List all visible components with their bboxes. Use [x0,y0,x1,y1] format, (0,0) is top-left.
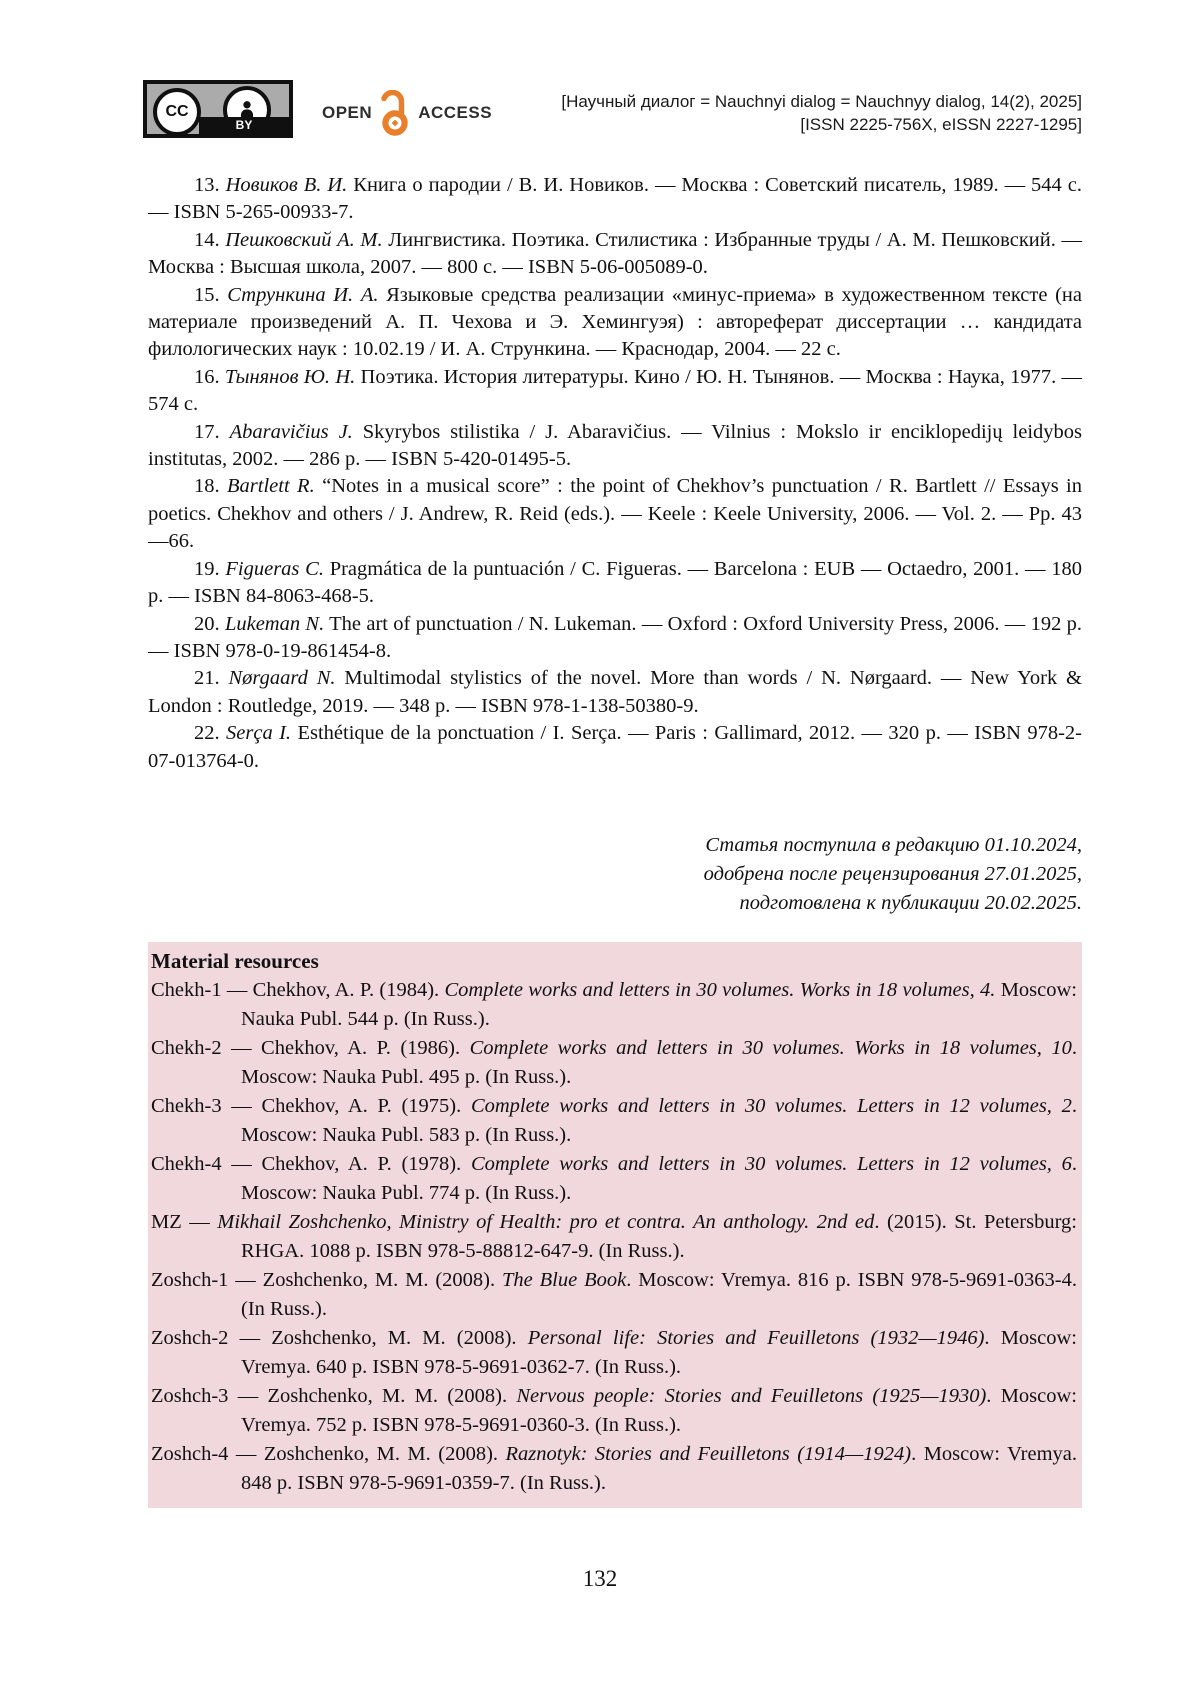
italic-text: Personal life: Stories and Feuilletons (1932—1946) [527,1326,985,1349]
text: Esthétique de la ponctuation / I. Serça. — Paris : Gallimard, 2012. — 320 p. — ISBN 978-2-07-013764-0. [148,722,1082,772]
access-label: ACCESS [418,103,493,122]
cc-label: CC [165,103,189,120]
by-label: BY [199,117,289,134]
text: Zoshch-3 — Zoshchenko, M. M. (2008). [151,1384,517,1407]
text: . Moscow: Vremya. 752 p. ISBN 978-5-9691-0360-3. (In Russ.). [241,1384,1077,1436]
text: Языковые средства реализации «минус-приема» в художественном тексте (на материале произведений А. П. Чехова и Э. Хемингуэя) : автореферат диссертации … кандидата филологических наук : 10.02.19 / И. А. Стрункина. — Краснодар, 2004. — 22 с. [148,283,1082,361]
submission-date-line: Статья поступила в редакцию 01.10.2024, [705,833,1082,856]
italic-text: The Blue Book [502,1268,627,1291]
material-resources-section [148,942,1082,1508]
italic-text: Новиков В. И. [225,174,348,196]
italic-text: Figueras C. [225,557,324,580]
text: . Moscow: Nauka Publ. 495 p. (In Russ.). [241,1036,1077,1088]
journal-info [561,90,1082,136]
text: 18. [194,475,228,498]
submission-date-line: подготовлена к публикации 20.02.2025. [739,891,1082,914]
text: Chekh-1 — Chekhov, A. P. (1984). [151,978,445,1001]
reference-item [148,364,1082,419]
reference-item [148,556,1082,611]
italic-text: Abaravičius J. [229,420,353,443]
text: Лингвистика. Поэтика. Стилистика : Избранные труды / А. М. Пешковский. — Москва : Высшая школа, 2007. — 800 с. — ISBN 5-06-005089-0. [148,228,1082,279]
material-resource-entry [151,1150,1077,1208]
text: 16. [194,365,225,388]
text: Zoshch-2 — Zoshchenko, M. M. (2008). [151,1326,528,1349]
cc-icon [153,88,201,136]
text: MZ — [151,1210,218,1233]
cc-by-license-badge [143,80,293,138]
journal-issn-line: [ISSN 2225-756X, eISSN 2227-1295] [800,115,1082,134]
text: Skyrybos stilistika / J. Abaravičius. — Vilnius : Mokslo ir enciklopedijų leidybos institutas, 2002. — 286 p. — ISBN 5-420-01495-5. [148,420,1082,471]
text: 14. [194,228,226,251]
italic-text: Complete works and letters in 30 volumes. Letters in 12 volumes, 2 [470,1094,1072,1117]
italic-text: Complete works and letters in 30 volumes. Works in 18 volumes, 10 [469,1036,1072,1059]
text: Chekh-2 — Chekhov, A. P. (1986). [151,1036,470,1059]
italic-text: Bartlett R. [227,475,315,498]
submission-date-line: одобрена после рецензирования 27.01.2025, [703,862,1082,885]
text: Moscow: Nauka Publ. 544 p. (In Russ.). [241,978,1078,1030]
text: 19. [194,557,226,580]
text: . Moscow: Nauka Publ. 583 p. (In Russ.). [241,1094,1077,1146]
material-resource-entry [151,1382,1077,1440]
text: “Notes in a musical score” : the point of Chekhov’s punctuation / R. Bartlett // Essays in poetics. Chekhov and others / J. Andrew, R. Reid (eds.). — Keele : Keele University, 2006. — Vol. 2. — Pp. 43—66. [148,475,1083,553]
submission-dates [148,831,1082,918]
reference-item [148,172,1082,227]
material-resource-entry [151,1324,1077,1382]
text: . Moscow: Vremya. 848 p. ISBN 978-5-9691-0359-7. (In Russ.). [241,1442,1078,1494]
material-resource-entry [151,1034,1077,1092]
journal-title-line: [Научный диалог = Nauchnyi dialog = Nauchnyy dialog, 14(2), 2025] [561,92,1082,111]
text: Chekh-3 — Chekhov, A. P. (1975). [151,1094,471,1117]
italic-text: Стрункина И. А. [227,283,379,306]
text: Chekh-4 — Chekhov, A. P. (1978). [151,1152,471,1175]
material-resources-heading: Material resources [151,948,319,973]
text: Zoshch-1 — Zoshchenko, M. M. (2008). [151,1268,503,1291]
text: Multimodal stylistics of the novel. More than words / N. Nørgaard. — New York & London : Routledge, 2019. — 348 p. — ISBN 978-1-138-50380-9. [148,667,1083,717]
material-resource-entry [151,1208,1077,1266]
open-label: OPEN [322,103,373,122]
reference-item [148,611,1082,666]
italic-text: Тынянов Ю. Н. [224,365,356,388]
open-access-logo [322,88,492,138]
references-list [148,172,1082,775]
reference-item [148,665,1082,720]
text: 17. [194,420,230,443]
reference-item [148,473,1082,555]
text: . (2015). St. Petersburg: RHGA. 1088 p. ISBN 978-5-88812-647-9. (In Russ.). [241,1210,1077,1262]
text: Книга о пародии / В. И. Новиков. — Москва : Советский писатель, 1989. — 544 с. — ISBN 5-265-00933-7. [148,174,1083,224]
page-content [148,172,1082,1508]
italic-text: Mikhail Zoshchenko, Ministry of Health: pro et contra. An anthology. 2nd ed [217,1210,875,1233]
reference-item [148,419,1082,474]
text: 13. [194,174,226,196]
reference-item [148,227,1082,282]
text: Поэтика. История литературы. Кино / Ю. Н. Тынянов. — Москва : Наука, 1977. — 574 с. [148,365,1083,416]
italic-text: Пешковский А. М. [225,228,383,251]
material-resource-entry [151,1092,1077,1150]
text: . Moscow: Nauka Publ. 774 p. (In Russ.). [241,1152,1077,1204]
text: Pragmática de la puntuación / C. Figueras. — Barcelona : EUB — Octaedro, 2001. — 180 p. — ISBN 84-8063-468-5. [148,557,1082,608]
italic-text: Raznotyk: Stories and Feuilletons (1914—1924) [505,1442,912,1465]
text: . Moscow: Vremya. 816 p. ISBN 978-5-9691-0363-4. (In Russ.). [241,1268,1077,1320]
open-lock-icon [379,90,411,136]
text: 15. [194,283,228,306]
material-resources-list [151,976,1077,1498]
text: . Moscow: Vremya. 640 p. ISBN 978-5-9691-0362-7. (In Russ.). [241,1326,1078,1378]
text: 21. [194,667,229,690]
text: Zoshch-4 — Zoshchenko, M. M. (2008). [151,1442,506,1465]
material-resource-entry [151,1440,1077,1498]
italic-text: Nørgaard N. [228,667,336,690]
text: 22. [194,722,227,745]
italic-text: Nervous people: Stories and Feuilletons (1925—1930) [516,1384,987,1407]
material-resource-entry [151,1266,1077,1324]
material-resource-entry [151,976,1077,1034]
page-header [0,0,1200,166]
page-number: 132 [582,1566,618,1591]
italic-text: Complete works and letters in 30 volumes. Works in 18 volumes, 4. [444,978,996,1001]
italic-text: Lukeman N. [224,612,325,635]
italic-text: Complete works and letters in 30 volumes. Letters in 12 volumes, 6 [470,1152,1072,1175]
text: The art of punctuation / N. Lukeman. — Oxford : Oxford University Press, 2006. — 192 p. — ISBN 978-0-19-861454-8. [148,612,1083,662]
reference-item [148,720,1082,775]
italic-text: Serça I. [226,722,292,745]
text: 20. [194,612,225,635]
reference-item [148,282,1082,364]
